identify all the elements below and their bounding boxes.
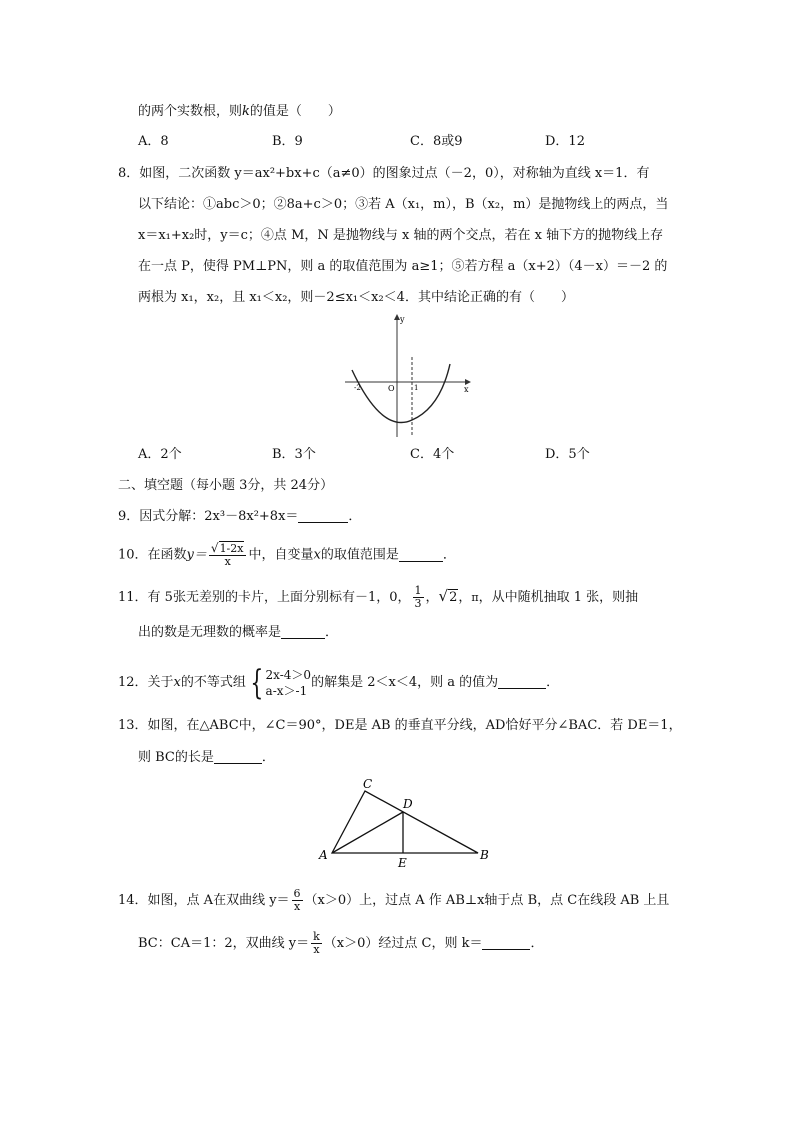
q10: 10．在函数y＝ $\frac{√1-2x}{x}$ 中，自变量x的取值范围是 ． — [118, 541, 456, 568]
q14-line-1: 14．如图，点 A在双曲线 y＝ $\frac{6}{x}$ （x＞0）上，过点 A 作 AB⊥x轴于点 B，点 C在线段 AB 上且 — [118, 887, 670, 913]
q14-fraction-6x: $\frac{6}{x}$ — [293, 887, 301, 913]
q12-answer-blank — [498, 674, 546, 689]
q11-fraction: $\frac{1}{3}$ — [414, 584, 422, 610]
q14-answer-blank — [482, 935, 530, 950]
q9: 9．因式分解：2x³－8x²+8x＝ ． — [118, 509, 362, 524]
q8-line-3: x＝x₁+x₂时，y＝c；④点 M，N 是抛物线与 x 轴的两个交点，若在 x 轴下方的抛物线上存 — [138, 228, 664, 243]
graph-y-label: y — [400, 315, 405, 324]
q11-line-1: 11．有 5张无差别的卡片，上面分别标有－1，0， $\frac{1}{3}$ ，√2，π，从中随机抽取 1 张，则抽 — [118, 584, 639, 610]
q14-line-2: BC：CA＝1：2，双曲线 y＝ $\frac{k}{x}$ （x＞0）经过点 C，则 k＝ ． — [138, 930, 544, 956]
q7-option-c: C．8或9 — [410, 134, 463, 149]
q13-line-2: 则 BC的长是 ． — [138, 750, 275, 765]
parabola-curve — [352, 364, 450, 423]
q11-answer-blank — [281, 624, 325, 639]
label-d: D — [403, 797, 413, 811]
graph-tick-1: 1 — [414, 384, 419, 392]
graph-x-label: x — [464, 385, 469, 394]
q12-inequality-system: { 2x-4＞0 a-x＞-1 — [250, 662, 312, 703]
q10-answer-blank — [399, 547, 443, 562]
label-b: B — [480, 848, 489, 862]
q8-option-b: B．3个 — [272, 447, 316, 462]
triangle-figure — [315, 775, 495, 870]
label-a: A — [319, 848, 328, 862]
label-c: C — [363, 777, 373, 791]
q8-line-5: 两根为 x₁，x₂，且 x₁＜x₂，则－2≤x₁＜x₂＜4．其中结论正确的有（ ） — [138, 290, 574, 305]
q8-option-a: A．2个 — [138, 447, 182, 462]
q13-answer-blank — [214, 749, 262, 764]
label-e: E — [398, 856, 407, 870]
q7-option-a: A．8 — [138, 134, 169, 149]
q8-line-4: 在一点 P，使得 PM⊥PN，则 a 的取值范围为 a≥1；⑤若方程 a（x+2）（4－x）＝－2 的 — [138, 259, 668, 274]
q8-option-d: D．5个 — [545, 447, 590, 462]
graph-tick-neg2: -2 — [354, 384, 361, 392]
q13-line-1: 13．如图，在△ABC中，∠C＝90°，DE是 AB 的垂直平分线，AD恰好平分∠BAC．若 DE＝1， — [118, 718, 682, 733]
q12: 12．关于x的不等式组 { 2x-4＞0 a-x＞-1 的解集是 2＜x＜4，则 a 的值为 ． — [118, 662, 560, 703]
q7-stem: 的两个实数根，则k的值是（ ） — [138, 104, 341, 119]
section-title: 二、填空题（每小题 3分，共 24分） — [118, 478, 334, 493]
q14-fraction-kx: $\frac{k}{x}$ — [313, 930, 320, 956]
q11-line-2: 出的数是无理数的概率是 ． — [138, 625, 339, 640]
q7-option-d: D．12 — [545, 134, 585, 149]
q10-fraction: $\frac{√1-2x}{x}$ — [209, 542, 247, 568]
graph-origin-label: O — [388, 384, 395, 393]
parabola-graph — [340, 312, 480, 442]
q8-line-2: 以下结论：①abc＞0；②8a+c＞0；③若 A（x₁，m），B（x₂，m）是抛物线上的两点，当 — [138, 197, 669, 212]
q9-answer-blank — [298, 508, 348, 523]
q8-line-1: 8．如图，二次函数 y＝ax²+bx+c（a≠0）的图象过点（－2，0），对称轴为直线 x＝1．有 — [118, 166, 650, 181]
q7-option-b: B．9 — [272, 134, 303, 149]
q8-option-c: C．4个 — [410, 447, 455, 462]
